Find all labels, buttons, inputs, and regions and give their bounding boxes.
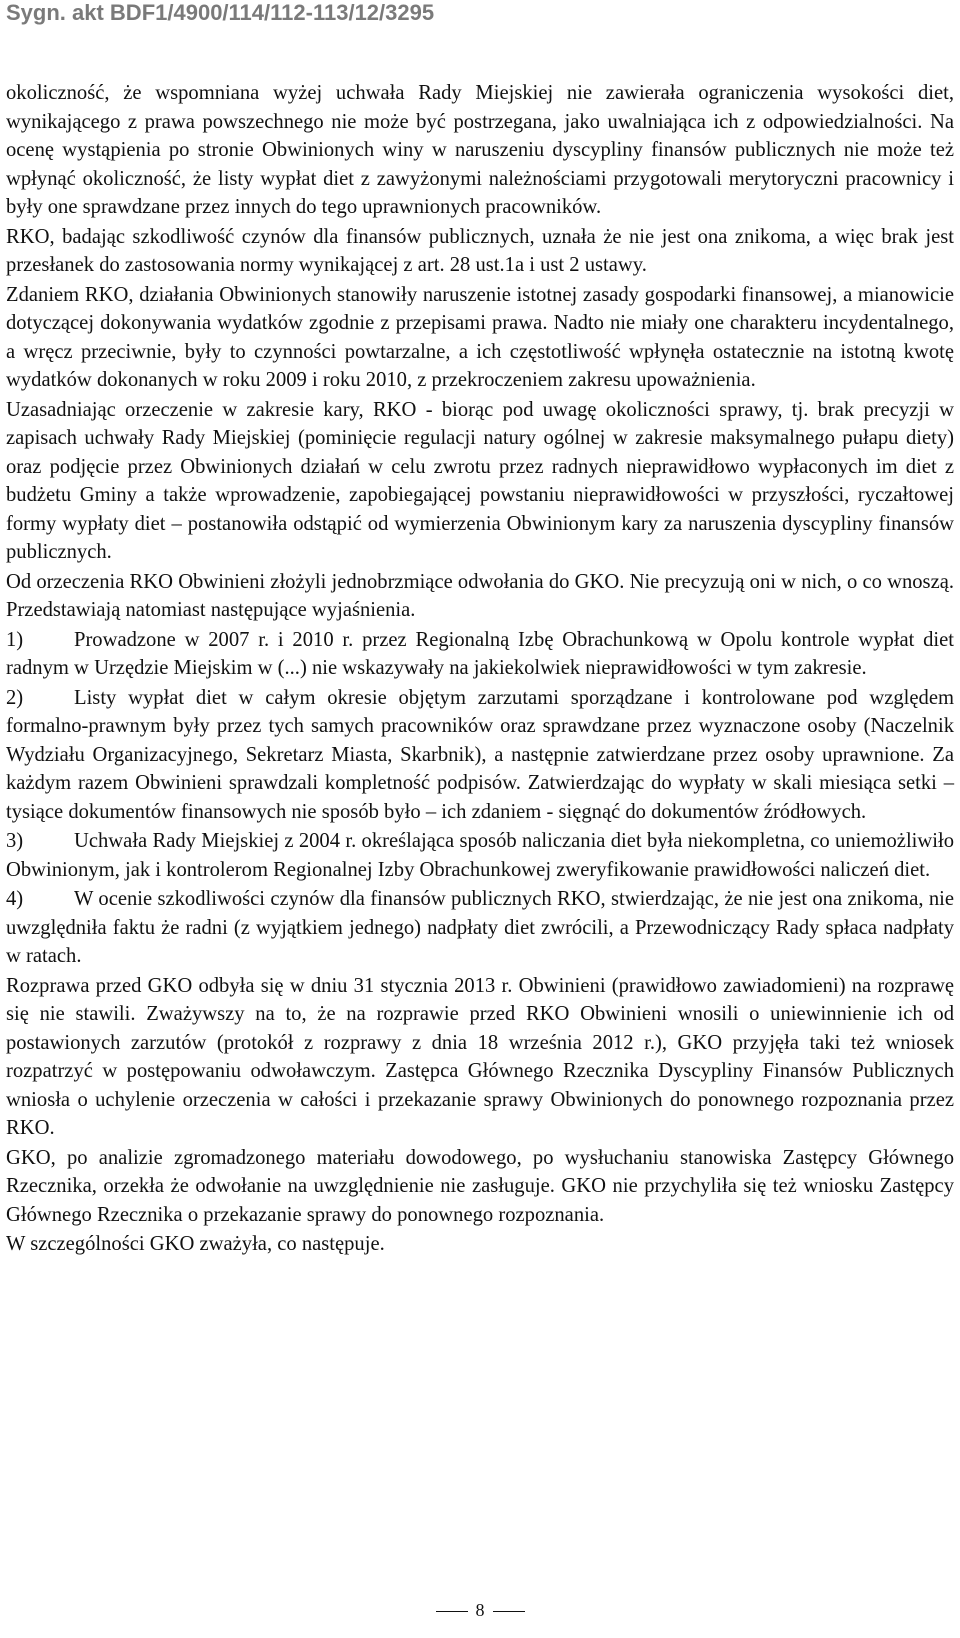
- numbered-item-2: [6, 684, 954, 827]
- paragraph-gko-considered: W szczególności GKO zważyła, co następuje.: [6, 1233, 385, 1255]
- item-text: W ocenie szkodliwości czynów dla finansów publicznych RKO, stwierdzając, że nie jest ona znikoma, nie uwzględniła faktu że radni (z wyjątkiem jednego) nadpłaty diet zwrócili, a Przewodniczący Rady spłaca nadpłaty w ratach.: [6, 888, 954, 967]
- page-footer: [0, 1599, 960, 1621]
- item-number: 3): [6, 830, 24, 852]
- item-text: Uchwała Rady Miejskiej z 2004 r. określająca sposób naliczania diet była niekompletna, co uniemożliwiło Obwinionym, jak i kontrolerom Regionalnej Izby Obrachunkowej zweryfikowanie prawidłowości naliczeń diet.: [6, 830, 954, 881]
- footer-dash-right: [493, 1611, 525, 1612]
- item-text: Prowadzone w 2007 r. i 2010 r. przez Regionalną Izbę Obrachunkową w Opolu kontrole wypłat diet radnym w Urzędzie Miejskim w (...) nie wskazywały na jakiekolwiek nieprawidłowości w tym zakresie.: [6, 628, 954, 679]
- document-body: [6, 79, 954, 1260]
- paragraph-hearing: Rozprawa przed GKO odbyła się w dniu 31 stycznia 2013 r. Obwinieni (prawidłowo zawiadomieni) na rozprawę się nie stawili. Zważywszy na to, że na rozprawie przed RKO Obwinieni wnosili o uniewinnienie ich od postawionych zarzutów (protokół z rozprawy z dnia 18 września 2012 r.), GKO przyjęła taki też wniosek rozpatrzyć w postępowaniu odwoławczym. Zastępca Głównego Rzecznika Dyscypliny Finansów Publicznych wniosła o uchylenie orzeczenia w całości i przekazanie sprawy Obwinionych do ponownego rozpoznania przez RKO.: [6, 974, 954, 1139]
- paragraph-circumstances: okoliczność, że wspomniana wyżej uchwała Rady Miejskiej nie zawierała ograniczenia wysokości diet, wynikającego z prawa powszechnego nie może być postrzegana, jako uwalniająca ich z odpowiedzialności. Na ocenę wystąpienia po stronie Obwinionych winy w naruszeniu dyscypliny finansów publicznych nie może też wpłynąć okoliczność, że listy wypłat diet z zawyżonymi należnościami przygotowali merytoryczni pracownicy i były one sprawdzane przez innych do tego uprawnionych pracowników.: [6, 82, 954, 218]
- numbered-item-4: [6, 885, 954, 971]
- numbered-item-3: [6, 827, 954, 884]
- paragraph-appeal: Od orzeczenia RKO Obwinieni złożyli jednobrzmiące odwołania do GKO. Nie precyzują oni w nich, o co wnoszą. Przedstawiają natomiast następujące wyjaśnienia.: [6, 570, 954, 621]
- paragraph-gko-decision: GKO, po analizie zgromadzonego materiału dowodowego, po wysłuchaniu stanowiska Zastępcy Głównego Rzecznika, orzekła że odwołanie na uwzględnienie nie zasługuje. GKO nie przychyliła się też wniosku Zastępcy Głównego Rzecznika o przekazanie sprawy do ponownego rozpoznania.: [6, 1146, 954, 1226]
- paragraph-harmfulness: RKO, badając szkodliwość czynów dla finansów publicznych, uznała że nie jest ona znikoma, a więc brak jest przesłanek do zastosowania normy wynikającej z art. 28 ust.1a i ust 2 ustawy.: [6, 225, 954, 276]
- item-text: Listy wypłat diet w całym okresie objętym zarzutami sporządzane i kontrolowane pod względem formalno-prawnym były przez tych samych pracowników oraz sprawdzane przez wyznaczone osoby (Naczelnik Wydziału Organizacyjnego, Sekretarz Miasta, Skarbnik), a następnie zatwierdzane przez osoby uprawnione. Za każdym razem Obwinieni sprawdzali kompletność podpisów. Zatwierdzając do wypłaty w skali miesiąca setki – tysiące dokumentów finansowych nie sposób było – ich zdaniem - sięgnąć do dokumentów źródłowych.: [6, 686, 954, 823]
- footer-dash-left: [436, 1611, 468, 1612]
- item-number: 2): [6, 686, 24, 709]
- item-number: 4): [6, 888, 24, 910]
- case-signature-text: Sygn. akt BDF1/4900/114/112-113/12/3295: [6, 0, 435, 25]
- item-number: 1): [6, 628, 24, 651]
- numbered-item-1: [6, 626, 954, 683]
- case-signature-header: [6, 0, 434, 40]
- paragraph-rko-opinion: Zdaniem RKO, działania Obwinionych stanowiły naruszenie istotnej zasady gospodarki finansowej, a mianowicie dotyczącej dokonywania wydatków zgodnie z przepisami prawa. Nadto nie miały one charakteru incydentalnego, a wręcz przeciwnie, były to czynności powtarzalne, a ich częstotliwość wpłynęła ostatecznie na istotną kwotę wydatków dokonanych w roku 2009 i roku 2010, z przekroczeniem zakresu upoważnienia.: [6, 283, 954, 391]
- paragraph-penalty-justification: Uzasadniając orzeczenie w zakresie kary, RKO - biorąc pod uwagę okoliczności sprawy, tj. brak precyzji w zapisach uchwały Rady Miejskiej (pominięcie regulacji natury ogólnej w zakresie maksymalnego pułapu diety) oraz podjęcie przez Obwinionych działań w celu zwrotu przez radnych nieprawidłowo wypłaconych im diet z budżetu Gminy a także wprowadzenie, zapobiegającej powstaniu nieprawidłowości w przyszłości, ryczałtowej formy wypłaty diet – postanowiła odstąpić od wymierzenia Obwinionym kary za naruszenia dyscypliny finansów publicznych.: [6, 398, 954, 563]
- page-number: 8: [475, 1600, 485, 1620]
